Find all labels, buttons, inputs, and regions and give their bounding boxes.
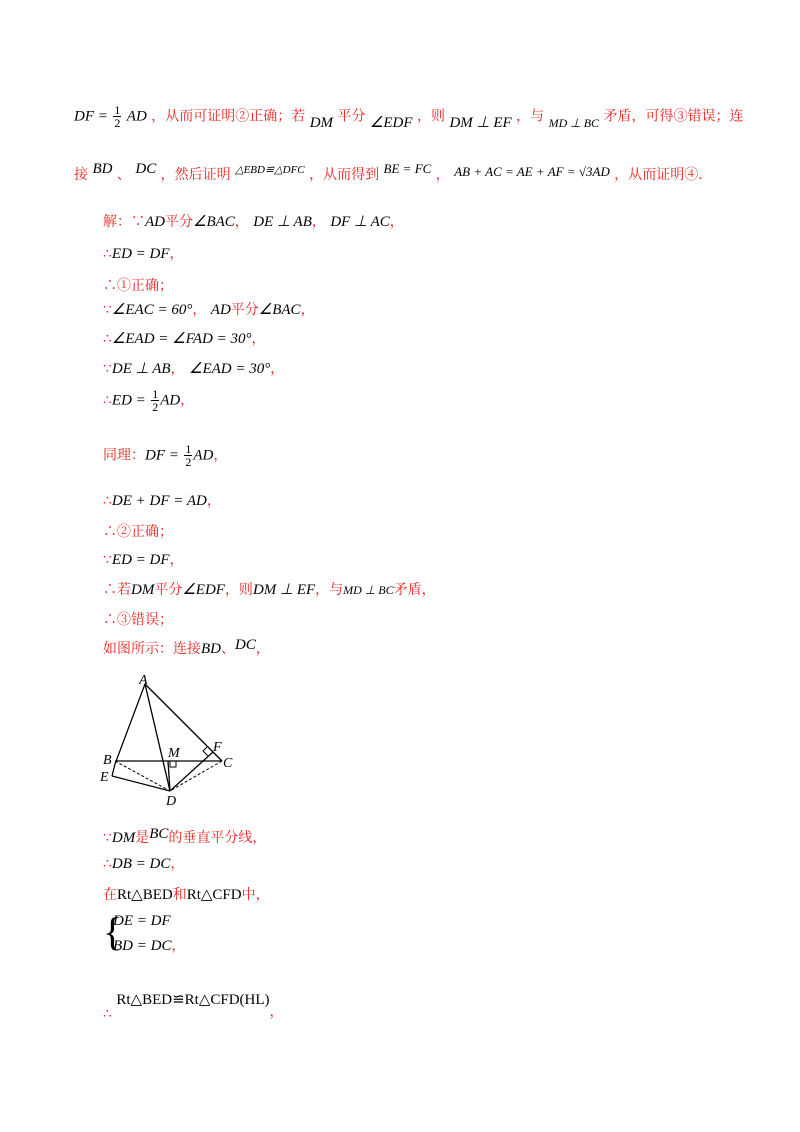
math: ∠BAC xyxy=(258,302,301,318)
text: ， xyxy=(170,856,185,872)
solution-line-15 xyxy=(103,827,266,847)
math: Rt△BED≌Rt△CFD(HL) xyxy=(116,992,270,1008)
math: BE = FC xyxy=(383,161,432,176)
geometry-figure xyxy=(100,672,240,812)
math: Rt△CFD xyxy=(186,887,242,903)
solution-line-3 xyxy=(103,275,173,295)
intro-line-2 xyxy=(74,161,703,184)
fraction: $\frac{1}{2}$ xyxy=(185,442,192,469)
text: ∴ xyxy=(103,246,112,262)
math: ∠EAC = 60° xyxy=(111,302,193,318)
label-A: A xyxy=(139,673,148,688)
text: ∵ xyxy=(103,361,112,377)
text: ， xyxy=(270,361,285,377)
text: ∵ xyxy=(103,830,112,846)
text: ，从而证明④. xyxy=(614,167,703,183)
math: DF ⊥ AC xyxy=(330,214,390,230)
text: ， xyxy=(251,331,266,347)
math: ∠EAD = ∠FAD = 30° xyxy=(111,331,252,347)
solution-line-9 xyxy=(103,490,221,510)
text: ∴ xyxy=(103,331,112,347)
math: Rt△BED xyxy=(117,887,173,903)
label-D: D xyxy=(166,794,177,809)
text: 中， xyxy=(241,887,270,903)
text: 平分 xyxy=(230,302,259,318)
math: BD xyxy=(201,641,221,657)
segment-AB xyxy=(115,684,145,764)
text: 和 xyxy=(172,887,187,903)
math: ∠BAC xyxy=(193,214,235,230)
solution-line-8 xyxy=(103,443,227,468)
math: DC xyxy=(135,161,157,177)
solution-line-4 xyxy=(103,299,315,319)
text: ， xyxy=(170,361,185,377)
text: ， xyxy=(255,641,270,657)
label-M: M xyxy=(168,746,180,761)
text: 接 xyxy=(74,167,88,183)
math: DM ⊥ EF xyxy=(252,582,316,598)
text: ∴ xyxy=(103,493,112,509)
math: ∠EDF xyxy=(369,114,413,131)
intro-line-1 xyxy=(74,104,743,129)
solution-line-5 xyxy=(103,328,265,348)
text: 如图所示：连接 xyxy=(103,641,201,657)
math: MD ⊥ BC xyxy=(548,115,600,130)
text: ∴ xyxy=(103,392,112,409)
text: ，与 xyxy=(516,108,545,125)
text: 平分 xyxy=(154,582,183,598)
solution-line-18 xyxy=(113,913,171,930)
math: DM ⊥ EF xyxy=(449,114,512,131)
solution-line-12 xyxy=(103,579,436,599)
math: DF = xyxy=(74,108,108,125)
segment-ED xyxy=(112,776,170,791)
math: DB = DC xyxy=(111,856,171,872)
math: AD xyxy=(193,447,214,464)
math: ∠EDF xyxy=(182,582,225,598)
text: ， xyxy=(171,938,186,954)
text: ∴①正确； xyxy=(103,278,173,294)
math: DE + DF = AD xyxy=(111,493,207,509)
text: 解：∵ xyxy=(103,214,145,230)
math: DE ⊥ AB xyxy=(111,361,171,377)
solution-line-16 xyxy=(103,853,184,873)
math: DE ⊥ AB xyxy=(253,214,312,230)
solution-line-11 xyxy=(103,549,184,569)
text: ， xyxy=(206,493,221,509)
segment-AD xyxy=(145,684,170,791)
segment-BD-dashed xyxy=(115,761,170,791)
label-C: C xyxy=(223,756,233,771)
fraction: $\frac{1}{2}$ xyxy=(114,103,121,130)
math: ED = DF xyxy=(111,246,170,262)
text: ， xyxy=(300,302,315,318)
text: ∴若 xyxy=(103,582,131,598)
solution-line-13 xyxy=(103,609,173,629)
right-angle-F xyxy=(203,747,208,756)
solution-line-14 xyxy=(103,638,270,658)
text: ，从而可证明②正确；若 xyxy=(151,108,306,125)
math: DC xyxy=(235,637,256,653)
solution-line-6 xyxy=(103,358,284,378)
label-F: F xyxy=(213,740,222,755)
text: ， xyxy=(213,447,228,464)
text: ， xyxy=(234,214,249,230)
text: ， xyxy=(389,214,404,230)
solution-line-10 xyxy=(103,521,173,541)
text: 在 xyxy=(103,887,117,903)
fraction: $\frac{1}{2}$ xyxy=(152,387,159,414)
text: ， xyxy=(180,392,195,409)
text: ，则 xyxy=(416,108,445,125)
solution-line-7 xyxy=(103,388,194,413)
segment-CD-dashed xyxy=(170,761,222,791)
solution-line-1 xyxy=(103,211,404,231)
segment-BE xyxy=(112,764,115,776)
text: ，然后证明 xyxy=(160,167,231,183)
math: AD xyxy=(210,302,231,318)
text: ∴③错误； xyxy=(103,612,173,628)
text: 、 xyxy=(221,641,235,657)
math: BD = DC xyxy=(113,938,172,954)
math: DM xyxy=(131,582,155,598)
text: 矛盾，可得③错误；连 xyxy=(603,108,744,125)
math: BD xyxy=(92,161,113,177)
solution-line-17 xyxy=(103,884,270,904)
math: AD xyxy=(160,392,181,409)
text: ∵ xyxy=(103,552,112,568)
text: ∴ xyxy=(103,856,112,872)
math: DM xyxy=(111,830,136,846)
text: ，从而得到 xyxy=(309,167,380,183)
math: △EBD≌△DFC xyxy=(235,164,305,176)
math: DM xyxy=(309,114,334,131)
solution-line-20 xyxy=(103,989,284,1022)
math: DE = DF xyxy=(113,913,171,929)
math: ∠EAD = 30° xyxy=(189,361,271,377)
segment-AC xyxy=(145,684,222,761)
right-angle-M xyxy=(170,761,176,767)
math: ED = xyxy=(111,392,146,409)
text: ， xyxy=(192,302,207,318)
label-E: E xyxy=(100,770,109,785)
text: ∴ xyxy=(103,1006,112,1022)
text: ， xyxy=(435,167,450,183)
text: ， xyxy=(169,552,184,568)
math: AD xyxy=(126,108,147,125)
math: AD xyxy=(145,214,165,230)
brace: { xyxy=(103,909,123,954)
math: AB + AC = AE + AF = √3AD xyxy=(454,164,610,179)
math: BC xyxy=(149,826,169,842)
text: 是 xyxy=(135,830,150,846)
text: 同理： xyxy=(103,447,145,464)
solution-line-2 xyxy=(103,243,184,263)
math: ED = DF xyxy=(111,552,170,568)
math: DF = xyxy=(145,447,179,464)
text: 矛盾， xyxy=(393,582,436,598)
math: MD ⊥ BC xyxy=(343,583,394,597)
text: ， xyxy=(169,246,184,262)
text: ，与 xyxy=(315,582,344,598)
text: 平分 xyxy=(165,214,193,230)
label-B: B xyxy=(103,753,112,768)
text: ∵ xyxy=(103,302,112,318)
text: 的垂直平分线， xyxy=(168,830,267,846)
text: 平分 xyxy=(337,108,366,125)
solution-line-19 xyxy=(113,935,185,955)
text: ， xyxy=(311,214,326,230)
text: ∴②正确； xyxy=(103,524,173,540)
text: ，则 xyxy=(224,582,253,598)
text: ， xyxy=(269,1004,284,1020)
text: 、 xyxy=(116,167,131,183)
